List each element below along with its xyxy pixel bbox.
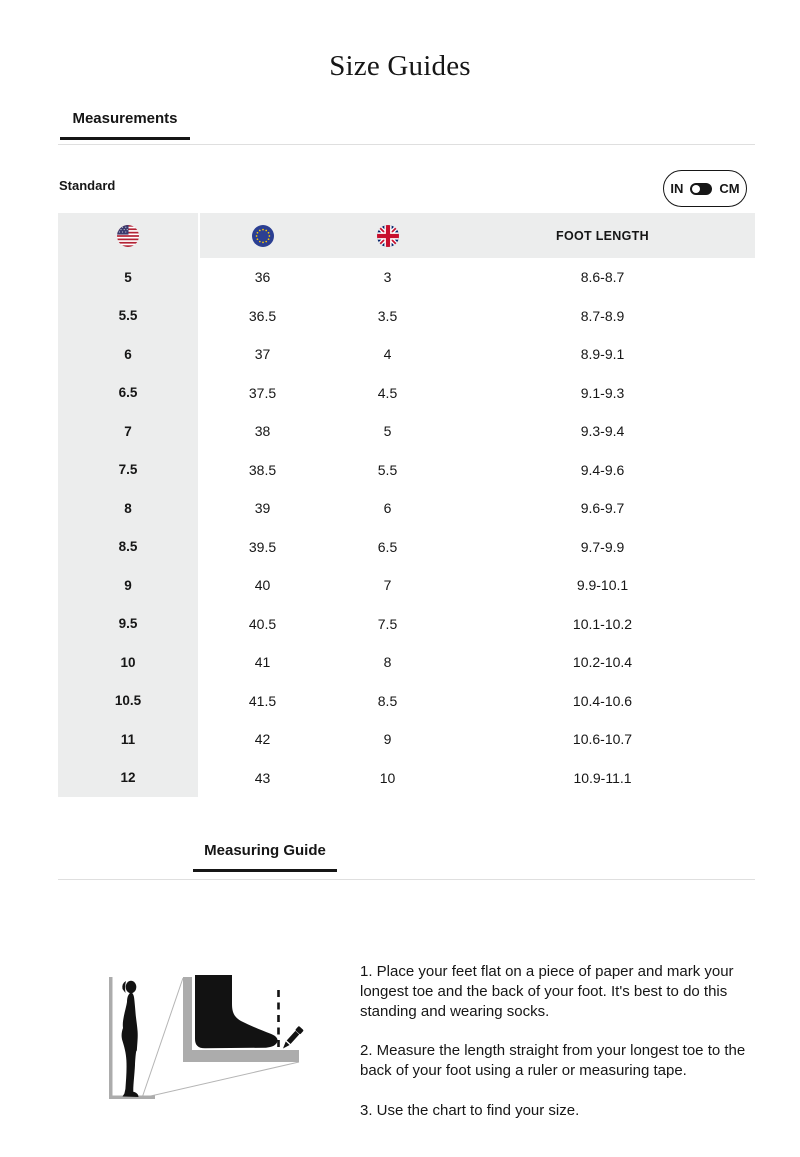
header-eu-column [200,225,325,247]
measuring-illustration [85,952,345,1112]
uk-size-cell: 10 [379,769,396,786]
eu-size-cell: 37.5 [248,384,277,401]
eu-size-cell: 37 [254,346,271,363]
foot-length-cell: 9.3-9.4 [580,423,625,440]
uk-size-cell: 3 [383,269,392,286]
foot-length-cell: 9.4-9.6 [580,461,625,478]
table-row [58,258,755,297]
uk-size-cell: 4 [383,346,392,363]
table-row [58,720,755,759]
uk-size-cell: 5 [383,423,392,440]
toggle-knob [692,185,700,193]
us-size-cell: 12 [58,759,198,798]
uk-flag-icon [377,225,399,247]
table-row [58,605,755,644]
measuring-instructions [360,962,755,1141]
eu-size-cell: 40.5 [248,615,277,632]
header-uk-column [325,225,450,247]
us-size-cell: 6.5 [58,374,198,413]
eu-size-cell: 36.5 [248,307,277,324]
us-flag-icon [117,225,139,247]
foot-length-cell: 10.9-11.1 [573,769,632,786]
foot-length-cell: 10.4-10.6 [572,692,633,709]
table-row [58,566,755,605]
foot-length-cell: 9.7-9.9 [580,538,625,555]
uk-size-cell: 4.5 [377,384,398,401]
table-row [58,335,755,374]
eu-size-cell: 38.5 [248,461,277,478]
table-row [58,489,755,528]
eu-size-cell: 42 [254,731,271,748]
unit-toggle[interactable] [663,170,747,207]
table-row [58,643,755,682]
instruction-step-2: 2. Measure the length straight from your longest toe to the back of your foot using a ruler or measuring tape. [360,1042,746,1080]
unit-in-label: IN [670,181,684,196]
divider-measuring-guide [58,879,755,880]
header-us-column [58,213,198,258]
unit-cm-label: CM [719,181,740,196]
table-row [58,374,755,413]
us-size-cell: 10.5 [58,682,198,721]
eu-size-cell: 41 [254,654,271,671]
tab-measuring-guide-label: Measuring Guide [204,842,326,859]
page-title: Size Guides [329,50,471,82]
table-row [58,451,755,490]
us-size-cell: 7.5 [58,451,198,490]
person-silhouette-icon [122,981,139,1097]
uk-size-cell: 5.5 [377,461,398,478]
foot-silhouette-icon [195,975,278,1048]
us-size-cell: 6 [58,335,198,374]
eu-size-cell: 39 [254,500,271,517]
uk-size-cell: 9 [383,731,392,748]
us-size-cell: 8.5 [58,528,198,567]
us-size-cell: 5 [58,258,198,297]
uk-size-cell: 7 [383,577,392,594]
table-row [58,682,755,721]
uk-size-cell: 6.5 [377,538,398,555]
table-row [58,528,755,567]
us-size-cell: 5.5 [58,297,198,336]
us-size-cell: 11 [58,720,198,759]
foot-length-cell: 8.6-8.7 [580,269,625,286]
foot-length-cell: 9.6-9.7 [580,500,625,517]
us-size-cell: 7 [58,412,198,451]
eu-size-cell: 40 [254,577,271,594]
uk-size-cell: 8 [383,654,392,671]
table-row [58,297,755,336]
size-table-body [58,258,755,797]
instruction-step-1: 1. Place your feet flat on a piece of paper and mark your longest toe and the back of your foot. It's best to do this standing and wearing socks. [360,963,734,1020]
table-row [58,412,755,451]
table-row [58,759,755,798]
tab-measurements-label: Measurements [72,110,178,127]
uk-size-cell: 6 [383,500,392,517]
uk-size-cell: 8.5 [377,692,398,709]
foot-length-header-label: FOOT LENGTH [556,228,649,243]
foot-length-cell: 10.2-10.4 [572,654,633,671]
foot-length-cell: 8.9-9.1 [580,346,625,363]
uk-size-cell: 3.5 [377,307,398,324]
foot-length-cell: 10.6-10.7 [572,731,633,748]
unit-toggle-switch[interactable] [690,183,712,195]
header-foot-length-column [450,229,755,243]
instruction-step-3: 3. Use the chart to find your size. [360,1101,580,1119]
eu-size-cell: 41.5 [248,692,277,709]
divider-top [58,144,755,145]
foot-length-cell: 8.7-8.9 [580,307,625,324]
eu-size-cell: 36 [254,269,271,286]
eu-size-cell: 38 [254,423,271,440]
us-size-cell: 9.5 [58,605,198,644]
us-size-cell: 8 [58,489,198,528]
size-table-header [58,213,755,258]
standard-label: Standard [59,178,116,193]
tab-measurements[interactable] [60,110,190,140]
us-size-cell: 10 [58,643,198,682]
header-right-group [200,213,755,258]
foot-length-cell: 9.1-9.3 [580,384,625,401]
eu-flag-icon [252,225,274,247]
eu-size-cell: 39.5 [248,538,277,555]
tab-measuring-guide[interactable] [193,842,337,872]
size-table [58,213,755,797]
uk-size-cell: 7.5 [377,615,398,632]
foot-length-cell: 9.9-10.1 [576,577,629,594]
us-size-cell: 9 [58,566,198,605]
pencil-icon [280,1026,303,1051]
eu-size-cell: 43 [254,769,271,786]
foot-length-cell: 10.1-10.2 [572,615,633,632]
